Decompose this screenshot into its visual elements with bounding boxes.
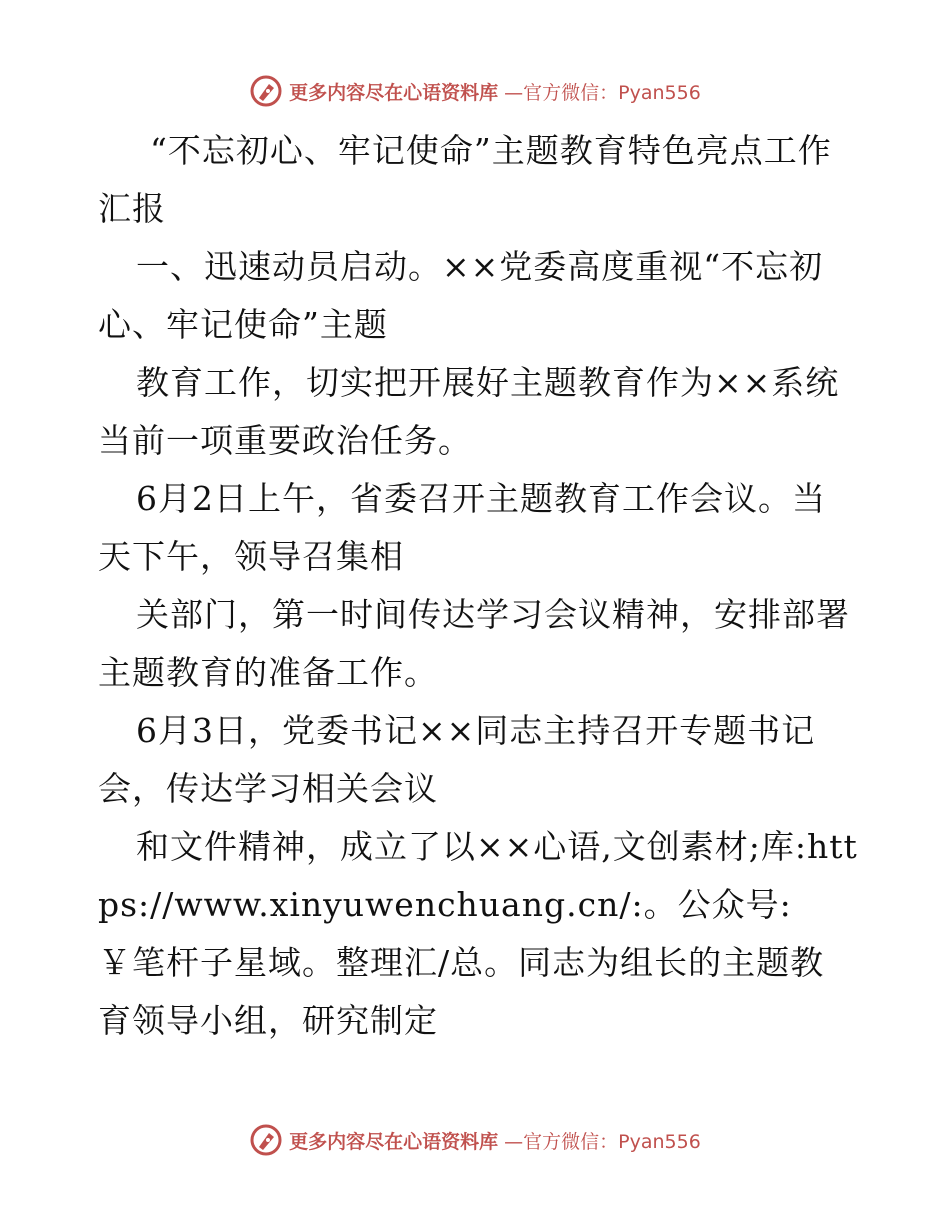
footer-watermark [0,1120,950,1160]
watermark-site-text: 更多内容尽在心语资料库 [289,81,499,104]
watermark-contact-text: —官方微信：Pyan556 [504,1130,701,1153]
pen-nib-circle-icon [249,1123,283,1157]
watermark-group [249,74,701,108]
document-body [98,122,858,1050]
paragraph: 关部门，第一时间传达学习会议精神，安排部署主题教育的准备工作。 [98,595,850,692]
watermark-site-text: 更多内容尽在心语资料库 [289,1130,499,1153]
document-title: “不忘初心、牢记使命”主题教育特色亮点工作汇报 [98,131,832,228]
paragraph: 一、迅速动员启动。××党委高度重视“不忘初心、牢记使命”主题 [98,247,824,344]
paragraph: 教育工作，切实把开展好主题教育作为××系统当前一项重要政治任务。 [98,363,840,460]
paragraph: 6月3日，党委书记××同志主持召开专题书记会，传达学习相关会议 [98,711,816,808]
paragraph: 6月2日上午，省委召开主题教育工作会议。当天下午，领导召集相 [98,479,826,576]
watermark-contact-text: —官方微信：Pyan556 [504,81,701,104]
header-watermark [0,71,950,111]
paragraph: 和文件精神，成立了以××心语,文创素材;库:https://www.xinyuwenchuang.cn/:。公众号:￥笔杆子星域。整理汇/总。同志为组长的主题教育领导小组，研究制定 [98,827,858,1040]
pen-nib-circle-icon [249,74,283,108]
watermark-group [249,1123,701,1157]
